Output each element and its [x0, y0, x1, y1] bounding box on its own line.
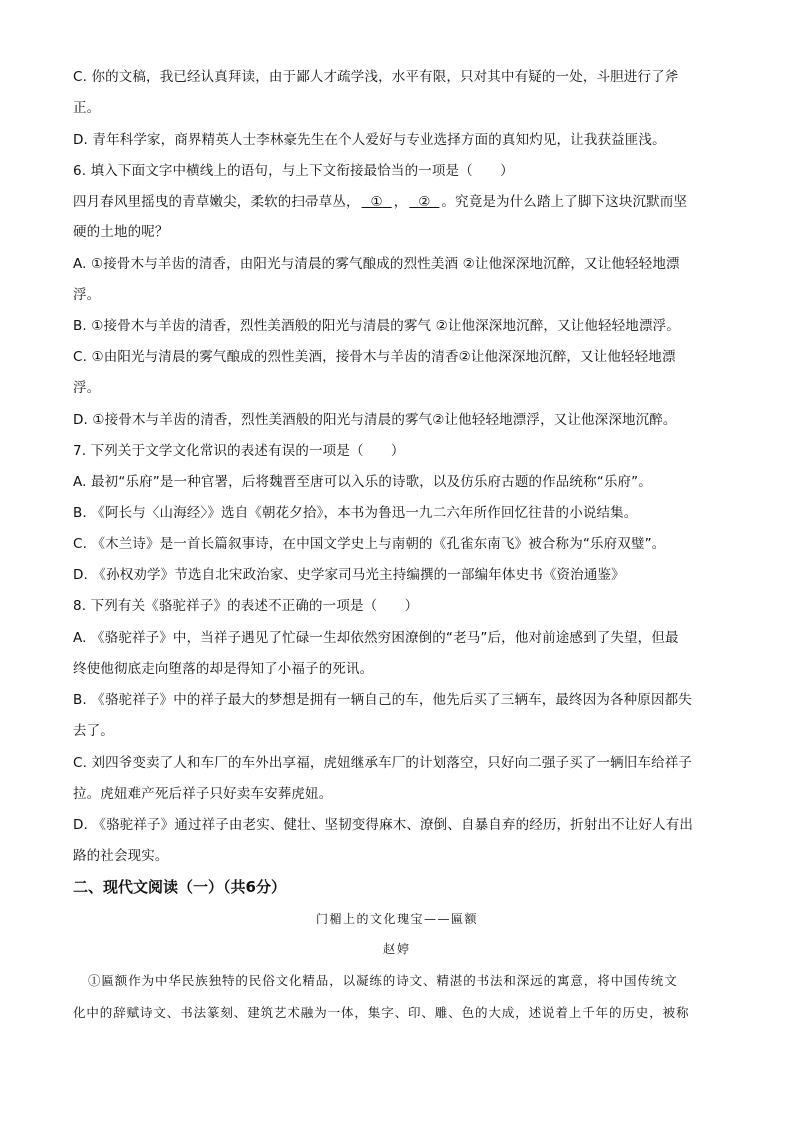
q6-passage-part1: 四月春风里摇曳的青草嫩尖，柔软的扫帚草丛，	[73, 194, 360, 210]
q6-option-a-line2: 浮。	[73, 287, 101, 303]
q6-passage-part2: 。究竟是为什么踏上了脚下这块沉默而坚	[441, 194, 688, 210]
article-title: 门楣上的文化瑰宝——匾额	[315, 912, 478, 926]
q6-option-c-line2: 浮。	[73, 380, 101, 396]
q6-option-b: B. ①接骨木与羊齿的清香，烈性美酒般的阳光与清晨的雾气 ②让他深深地沉醉，又让他轻轻地漂浮。	[73, 318, 680, 334]
q7-option-d: D. 《孙权劝学》节选自北宋政治家、史学家司马光主持编撰的一部编年体史书《资治通鉴》	[73, 567, 625, 583]
q8-option-b-line1: B. 《骆驼祥子》中的祥子最大的梦想是拥有一辆自己的车，他先后买了三辆车，最终因为各种原因都失	[73, 692, 692, 708]
q6-stem: 6. 填入下面文字中横线上的语句，与上下文衔接最恰当的一项是（ ）	[73, 163, 514, 179]
q7-option-b: B. 《阿长与〈山海经〉》选自《朝花夕拾》，本书为鲁迅一九二六年所作回忆往昔的小说结集。	[73, 505, 638, 521]
q6-passage-line2: 硬的土地的呢？	[73, 224, 169, 240]
article-paragraph-1-line2: 化中的辞赋诗文、书法篆刻、建筑艺术融为一体，集字、印、雕、色的大成，述说着上千年的历史，被称	[73, 1005, 690, 1020]
q6-blank-2-label: ②	[418, 194, 431, 210]
q6-option-d: D. ①接骨木与羊齿的清香，烈性美酒般的阳光与清晨的雾气②让他轻轻地漂浮，又让他深深地沉醉。	[73, 412, 677, 428]
q8-option-a-line2: 终使他彻底走向堕落的却是得知了小福子的死讯。	[73, 661, 374, 677]
section-heading: 二、现代文阅读（一）（共6分）	[73, 878, 286, 896]
q6-blank-1	[360, 192, 394, 212]
q5-option-c-line1: C. 你的文稿，我已经认真拜读，由于鄙人才疏学浅，水平有限，只对其中有疑的一处，斗胆进行了斧	[73, 69, 679, 85]
q8-option-b-line2: 去了。	[73, 723, 114, 739]
q8-option-c-line1: C. 刘四爷变卖了人和车厂的车外出享福，虎妞继承车厂的计划落空，只好向二强子买了一辆旧车给祥子	[73, 755, 693, 771]
q6-blank-2	[407, 192, 441, 212]
q5-option-d: D. 青年科学家，商界精英人士李林豪先生在个人爱好与专业选择方面的真知灼见，让我获益匪浅。	[73, 132, 666, 148]
q7-option-a: A. 最初“乐府”是一种官署，后将魏晋至唐可以入乐的诗歌，以及仿乐府古题的作品统称“乐府”。	[73, 474, 652, 490]
q8-option-d-line2: 路的社会现实。	[73, 848, 169, 864]
q8-option-a-line1: A. 《骆驼祥子》中，当祥子遇见了忙碌一生却依然穷困潦倒的“老马”后，他对前途感到了失望，但最	[73, 630, 679, 646]
article-author: 赵婷	[382, 942, 411, 956]
q7-option-c: C. 《木兰诗》是一首长篇叙事诗，在中国文学史上与南朝的《孔雀东南飞》被合称为“乐府双璧”。	[73, 536, 666, 552]
q6-blank-1-label: ①	[370, 194, 383, 210]
article-paragraph-1-line1: ①匾额作为中华民族独特的民俗文化精品，以凝练的诗文、精湛的书法和深远的寓意，将中国传统文	[88, 973, 678, 988]
q6-option-c-line1: C. ①由阳光与清晨的雾气酿成的烈性美酒，接骨木与羊齿的清香②让他深深地沉醉，又让他轻轻地漂	[73, 349, 676, 365]
q5-option-c-line2: 正。	[73, 100, 101, 116]
q6-separator: ，	[393, 194, 408, 210]
q8-option-d-line1: D. 《骆驼祥子》通过祥子由老实、健壮、坚韧变得麻木、潦倒、自暴自弃的经历，折射出不让好人有出	[73, 817, 694, 833]
q6-option-a-line1: A. ①接骨木与羊齿的清香，由阳光与清晨的雾气酿成的烈性美酒 ②让他深深地沉醉，又让他轻轻地漂	[73, 256, 680, 272]
q8-option-c-line2: 拉。虎妞难产死后祥子只好卖车安葬虎妞。	[73, 786, 333, 802]
q7-stem: 7. 下列关于文学文化常识的表述有误的一项是（ ）	[73, 443, 405, 459]
q8-stem: 8. 下列有关《骆驼祥子》的表述不正确的一项是（ ）	[73, 598, 419, 614]
q6-passage-line1	[73, 192, 723, 212]
